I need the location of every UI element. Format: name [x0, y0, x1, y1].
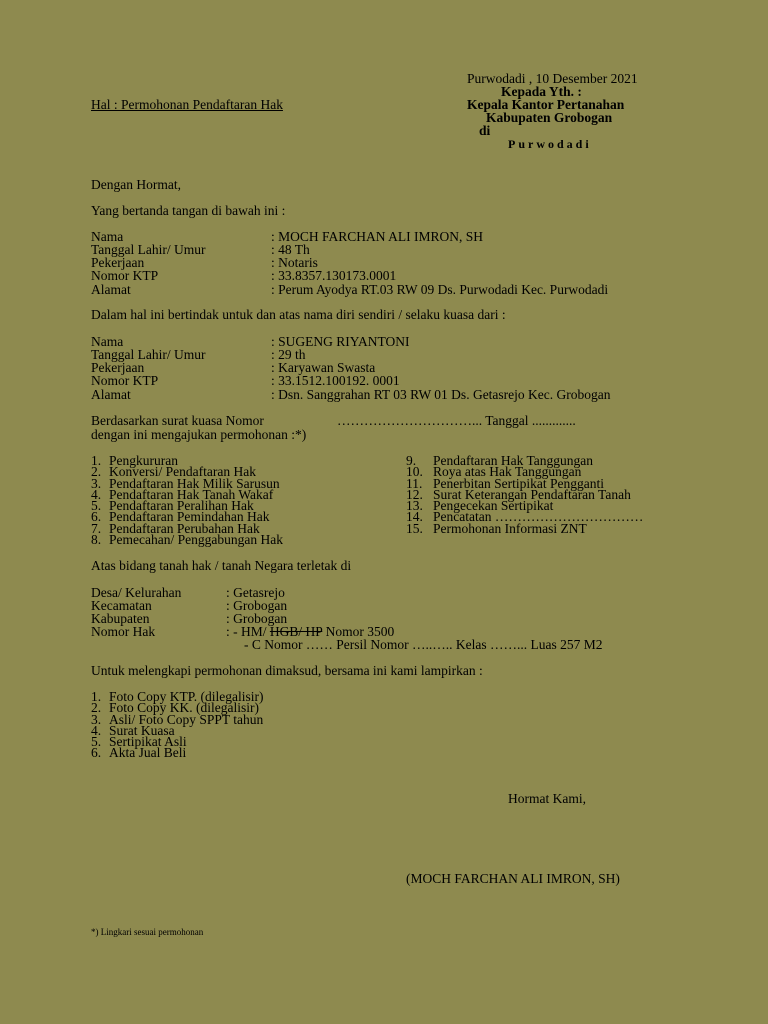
- footnote: *) Lingkari sesuai permohonan: [91, 927, 204, 937]
- principal-label: Tanggal Lahir/ Umur: [91, 347, 206, 362]
- intro-text: Yang bertanda tangan di bawah ini :: [91, 203, 286, 218]
- land-label: Kecamatan: [91, 598, 152, 613]
- closing: Hormat Kami,: [508, 791, 586, 806]
- place-date: Purwodadi , 10 Desember 2021: [467, 71, 638, 86]
- power-of-attorney-label: Berdasarkan surat kuasa Nomor: [91, 413, 264, 428]
- struck-option: HGB/ HP: [269, 624, 323, 639]
- services-list-left: [91, 453, 283, 548]
- list-item: 9. Pendaftaran Hak Tanggungan: [406, 453, 594, 468]
- list-item: 4. Surat Kuasa: [91, 722, 175, 738]
- list-item: 2. Konversi/ Pendaftaran Hak: [91, 464, 256, 480]
- principal-label: Nama: [91, 334, 124, 349]
- list-item: 6. Pendaftaran Pemindahan Hak: [91, 509, 270, 525]
- on-behalf-text: Dalam hal ini bertindak untuk dan atas nama diri sendiri / selaku kuasa dari :: [91, 307, 506, 322]
- applicant-value: : Notaris: [271, 255, 318, 270]
- greeting: Dengan Hormat,: [91, 177, 181, 192]
- principal-value: : Dsn. Sanggrahan RT 03 RW 01 Ds. Getasrejo Kec. Grobogan: [271, 387, 611, 402]
- signature-name: (MOCH FARCHAN ALI IMRON, SH): [406, 871, 620, 886]
- recipient-city: Purwodadi: [508, 137, 592, 151]
- c-nomor-line: - C Nomor …… Persil Nomor …..….. Kelas ……... Luas 257 M2: [244, 637, 603, 652]
- attachments-list: [91, 691, 264, 759]
- applicant-value: : 33.8357.130173.0001: [271, 268, 397, 283]
- applicant-value: : 48 Th: [271, 242, 310, 257]
- list-item: 11. Penerbitan Sertipikat Pengganti: [406, 475, 604, 491]
- list-item: 1. Pengkururan: [91, 453, 178, 468]
- recipient-line-1: Kepada Yth. :: [501, 84, 582, 99]
- list-item: 12. Surat Keterangan Pendaftaran Tanah: [406, 486, 631, 502]
- list-item: 2. Foto Copy KK. (dilegalisir): [91, 700, 259, 716]
- power-of-attorney-blanks: …………………………... Tanggal .............: [337, 413, 576, 428]
- list-item: 6. Akta Jual Beli: [91, 745, 187, 761]
- land-label: Desa/ Kelurahan: [91, 585, 182, 600]
- list-item: 7. Pendaftaran Perubahan Hak: [91, 520, 260, 536]
- subject-line: Hal : Permohonan Pendaftaran Hak: [91, 97, 283, 112]
- recipient-line-3: Kabupaten Grobogan: [486, 110, 613, 125]
- recipient-line-4: di: [479, 123, 491, 138]
- principal-value: : SUGENG RIYANTONI: [271, 334, 410, 349]
- list-item: 4. Pendaftaran Hak Tanah Wakaf: [91, 486, 274, 502]
- applicant-label: Nomor KTP: [91, 268, 159, 283]
- attachments-intro: Untuk melengkapi permohonan dimaksud, bersama ini kami lampirkan :: [91, 663, 483, 678]
- land-intro: Atas bidang tanah hak / tanah Negara terletak di: [91, 558, 352, 573]
- applicant-value: : MOCH FARCHAN ALI IMRON, SH: [271, 229, 484, 244]
- principal-value: : Karyawan Swasta: [271, 360, 376, 375]
- principal-value: : 33.1512.100192. 0001: [271, 373, 400, 388]
- applicant-label: Alamat: [91, 282, 131, 297]
- applicant-label: Tanggal Lahir/ Umur: [91, 242, 206, 257]
- principal-label: Pekerjaan: [91, 360, 145, 375]
- applicant-value: : Perum Ayodya RT.03 RW 09 Ds. Purwodadi Kec. Purwodadi: [271, 282, 609, 297]
- land-value: : Grobogan: [226, 611, 288, 626]
- list-item: 3. Pendaftaran Hak Milik Sarusun: [91, 475, 280, 491]
- list-item: 10. Roya atas Hak Tanggungan: [406, 464, 582, 480]
- land-value: : Grobogan: [226, 598, 288, 613]
- list-item: 14. Pencatatan ……………………………: [406, 509, 644, 525]
- list-item: 13. Pengecekan Sertipikat: [406, 498, 554, 514]
- list-item: 15. Permohonan Informasi ZNT: [406, 520, 587, 536]
- principal-label: Alamat: [91, 387, 131, 402]
- list-item: 1. Foto Copy KTP. (dilegalisir): [91, 689, 264, 704]
- request-intro: dengan ini mengajukan permohonan :*): [91, 427, 307, 442]
- land-value: : Getasrejo: [226, 585, 285, 600]
- principal-value: : 29 th: [271, 347, 306, 362]
- list-item: 8. Pemecahan/ Penggabungan Hak: [91, 532, 283, 548]
- list-item: 5. Sertipikat Asli: [91, 734, 187, 750]
- recipient-line-2: Kepala Kantor Pertanahan: [467, 97, 625, 112]
- land-label: Kabupaten: [91, 611, 150, 626]
- nomor-hak-value: : - HM/ HGB/ HP Nomor 3500: [226, 624, 395, 639]
- applicant-label: Pekerjaan: [91, 255, 145, 270]
- applicant-label: Nama: [91, 229, 124, 244]
- list-item: 5. Pendaftaran Peralihan Hak: [91, 498, 254, 514]
- list-item: 3. Asli/ Foto Copy SPPT tahun: [91, 711, 264, 727]
- nomor-hak-label: Nomor Hak: [91, 624, 156, 639]
- services-list-right: [406, 455, 643, 534]
- principal-label: Nomor KTP: [91, 373, 159, 388]
